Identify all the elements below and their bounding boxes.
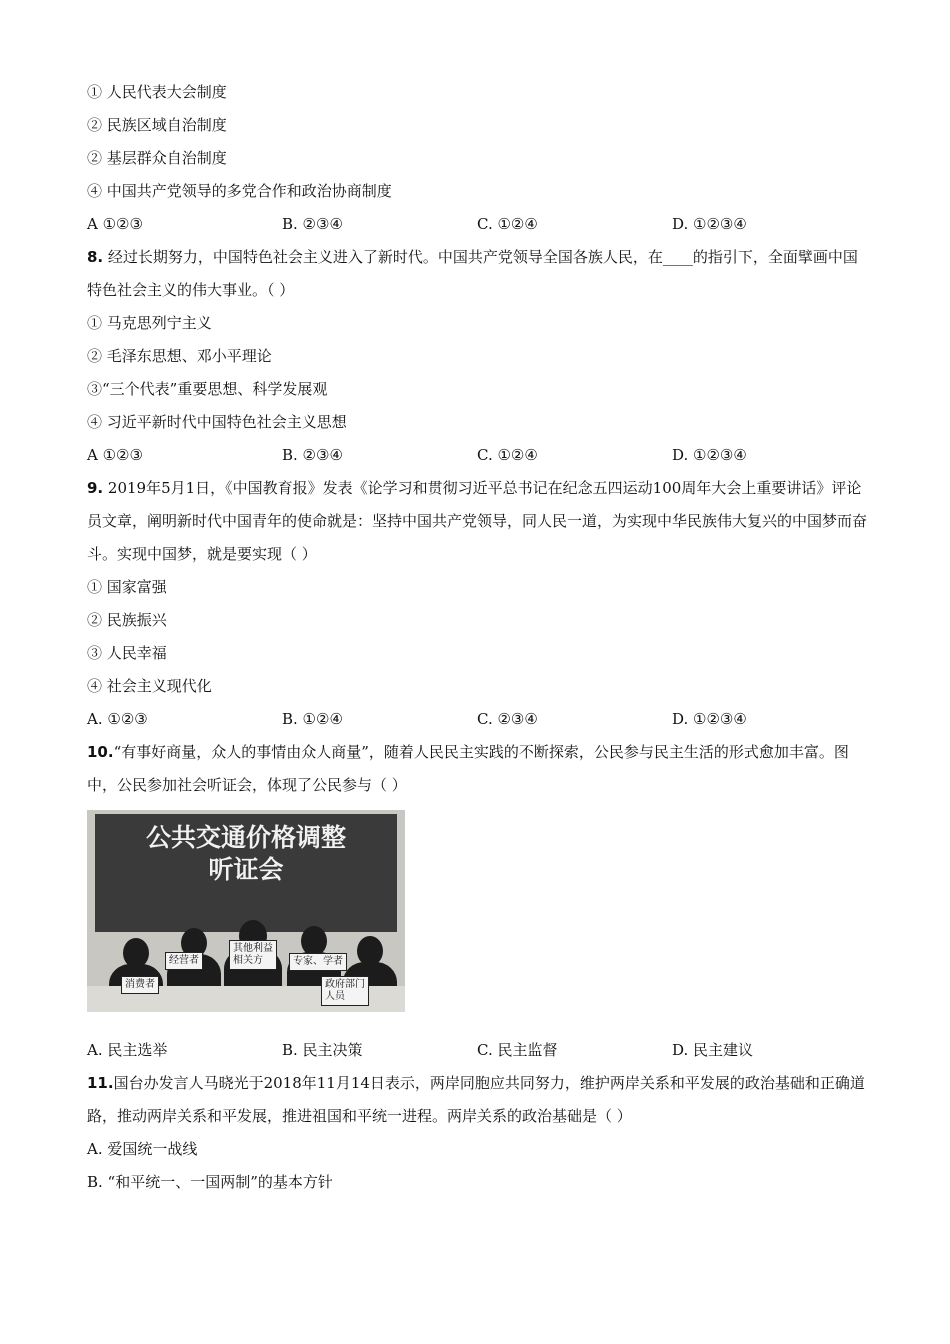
tag-operator: 经营者 xyxy=(165,952,203,970)
tag-consumer: 消费者 xyxy=(121,976,159,994)
tag-government xyxy=(321,976,369,1006)
tag-expert: 专家、学者 xyxy=(289,953,347,971)
exam-page xyxy=(87,76,867,1199)
q10-option-d[interactable]: D. 民主建议 xyxy=(672,1041,754,1059)
q7-option-b[interactable]: B. ②③④ xyxy=(282,215,343,233)
q7-item-4: ④ 中国共产党领导的多党合作和政治协商制度 xyxy=(87,182,392,200)
q8-stem-text: 经过长期努力，中国特色社会主义进入了新时代。中国共产党领导全国各族人民，在____的指引下，全面擘画中国特色社会主义的伟大事业。（ ） xyxy=(87,248,858,299)
q9-item-4: ④ 社会主义现代化 xyxy=(87,677,212,695)
q10-block xyxy=(87,736,867,1067)
tag-gov-line2: 人员 xyxy=(325,991,345,1002)
q9-option-b[interactable]: B. ①②④ xyxy=(282,710,343,728)
q7-option-c[interactable]: C. ①②④ xyxy=(477,215,538,233)
q8-number: 8. xyxy=(87,248,104,266)
q9-item-2: ② 民族振兴 xyxy=(87,611,167,629)
q7-item-1: ① 人民代表大会制度 xyxy=(87,83,227,101)
q9-number: 9. xyxy=(87,479,104,497)
q9-option-a[interactable]: A. ①②③ xyxy=(87,710,148,728)
q7-item-2: ② 民族区域自治制度 xyxy=(87,116,227,134)
q8-item-1: ① 马克思列宁主义 xyxy=(87,314,212,332)
q9-block xyxy=(87,472,867,736)
q9-stem xyxy=(87,472,867,571)
q11-option-a[interactable]: A. 爱国统一战线 xyxy=(87,1140,198,1158)
tag-other-stakeholders xyxy=(229,940,277,970)
q8-option-d[interactable]: D. ①②③④ xyxy=(672,446,747,464)
q7-options xyxy=(87,208,867,241)
q10-stem-text: “有事好商量，众人的事情由众人商量”，随着人民民主实践的不断探索，公民参与民主生活的形式愈加丰富。图中，公民参加社会听证会，体现了公民参与（ ） xyxy=(87,743,849,794)
hearing-illustration xyxy=(87,810,405,1012)
q9-options xyxy=(87,703,867,736)
q8-stem xyxy=(87,241,867,307)
q9-item-3: ③ 人民幸福 xyxy=(87,644,167,662)
q9-option-c[interactable]: C. ②③④ xyxy=(477,710,538,728)
q10-options xyxy=(87,1034,867,1067)
q8-option-a[interactable]: A ①②③ xyxy=(87,446,143,464)
q8-item-3: ③“三个代表”重要思想、科学发展观 xyxy=(87,380,328,398)
q8-options xyxy=(87,439,867,472)
tag-other-line1: 其他利益 xyxy=(233,943,273,954)
q11-block xyxy=(87,1067,867,1199)
tag-gov-line1: 政府部门 xyxy=(325,979,365,990)
q10-option-a[interactable]: A. 民主选举 xyxy=(87,1041,168,1059)
q9-item-1: ① 国家富强 xyxy=(87,578,167,596)
q8-option-b[interactable]: B. ②③④ xyxy=(282,446,343,464)
q10-stem xyxy=(87,736,867,802)
q8-item-4: ④ 习近平新时代中国特色社会主义思想 xyxy=(87,413,347,431)
q8-item-2: ② 毛泽东思想、邓小平理论 xyxy=(87,347,272,365)
q7-block xyxy=(87,76,867,241)
hearing-title-line1: 公共交通价格调整 xyxy=(145,823,346,852)
q7-item-3: ② 基层群众自治制度 xyxy=(87,149,227,167)
q9-stem-text: 2019年5月1日，《中国教育报》发表《论学习和贯彻习近平总书记在纪念五四运动100周年大会上重要讲话》评论员文章，阐明新时代中国青年的使命就是：坚持中国共产党领导，同人民一道，为实现中华民族伟大复兴的中国梦而奋斗。实现中国梦，就是要实现（ ） xyxy=(87,479,868,563)
q9-option-d[interactable]: D. ①②③④ xyxy=(672,710,747,728)
q10-option-b[interactable]: B. 民主决策 xyxy=(282,1041,363,1059)
q11-option-b[interactable]: B. “和平统一、一国两制”的基本方针 xyxy=(87,1173,333,1191)
q8-block xyxy=(87,241,867,472)
tag-other-line2: 相关方 xyxy=(233,955,263,966)
q7-option-d[interactable]: D. ①②③④ xyxy=(672,215,747,233)
q11-number: 11. xyxy=(87,1074,114,1092)
q11-stem xyxy=(87,1067,867,1133)
q8-option-c[interactable]: C. ①②④ xyxy=(477,446,538,464)
hearing-title-line2: 听证会 xyxy=(208,855,284,884)
q10-number: 10. xyxy=(87,743,114,761)
q7-option-a[interactable]: A ①②③ xyxy=(87,215,143,233)
q11-stem-text: 国台办发言人马晓光于2018年11月14日表示，两岸同胞应共同努力，维护两岸关系和平发展的政治基础和正确道路，推动两岸关系和平发展，推进祖国和平统一进程。两岸关系的政治基础是（ ） xyxy=(87,1074,865,1125)
q10-option-c[interactable]: C. 民主监督 xyxy=(477,1041,558,1059)
